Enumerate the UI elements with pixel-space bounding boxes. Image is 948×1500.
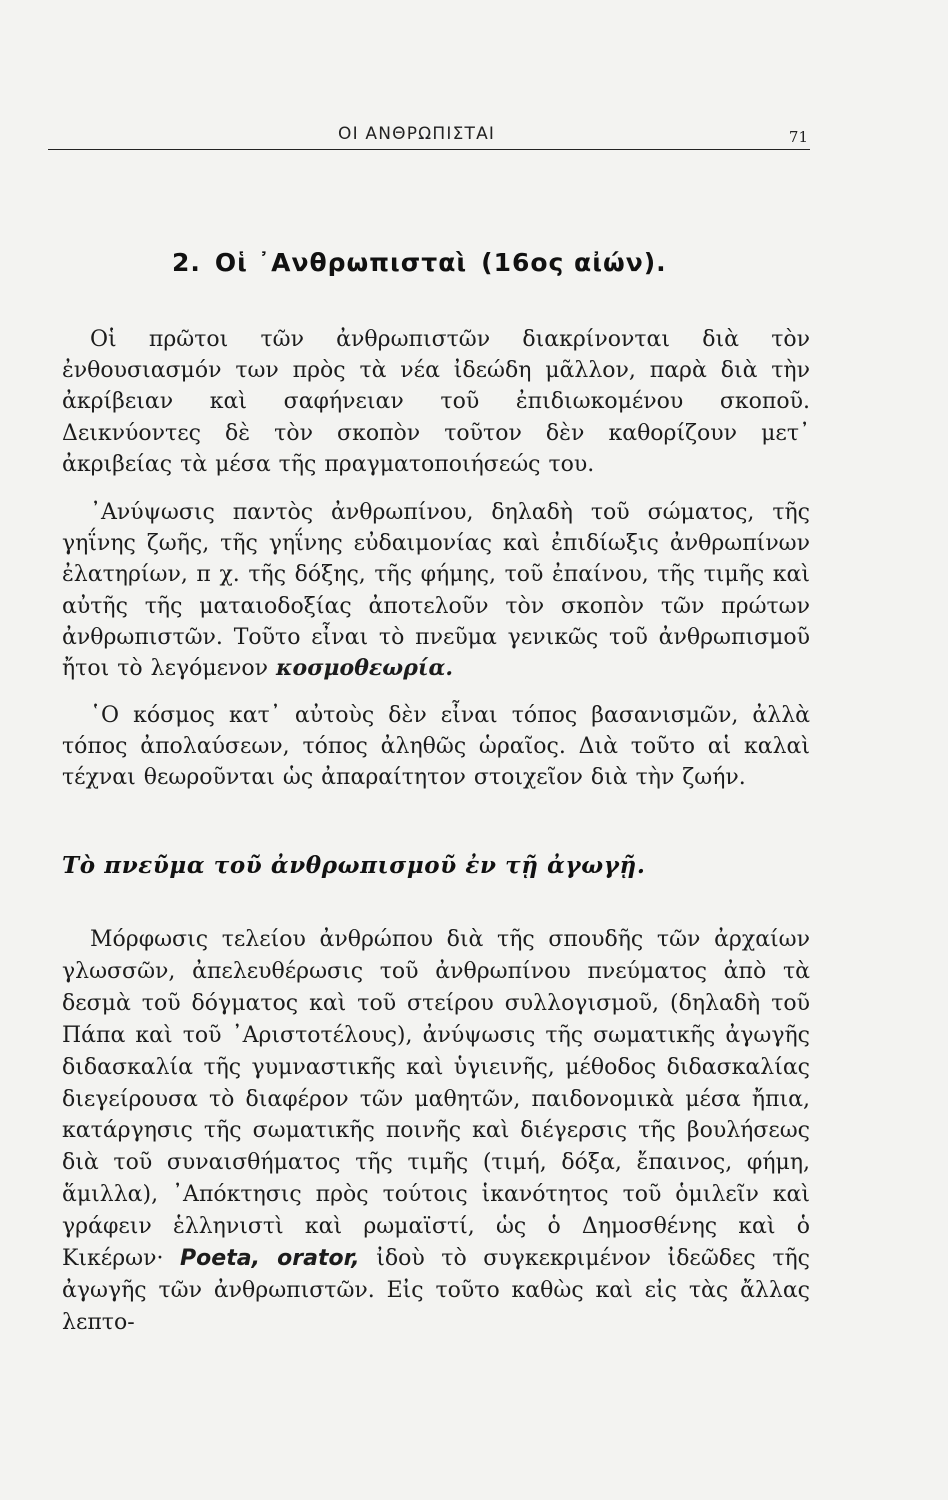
paragraph-4-text: Μόρφωσις τελείου ἀνθρώπου διὰ τῆς σπουδῆς τῶν ἀρχαίων γλωσσῶν, ἀπελευθέρωσις τοῦ ἀνθρωπίνου πνεύματος ἀπὸ τὰ δεσμὰ τοῦ δόγματος καὶ τοῦ στείρου συλλογισμοῦ, (δηλαδὴ τοῦ Πάπα καὶ τοῦ ᾿Αριστοτέλους), ἀνύψωσις τῆς σωματικῆς ἀγωγῆς διδασκαλία τῆς γυμναστικῆς καὶ ὑγιεινῆς, μέθοδος διδασκαλίας διεγείρουσα τὸ διαφέρον τῶν μαθητῶν, παιδονομικὰ μέσα ἤπια, κατάργησις τῆς σωματικῆς ποινῆς καὶ διέγερσις τῆς βουλήσεως διὰ τοῦ συναισθήματος τῆς τιμῆς (τιμή, δόξα, ἔπαινος, φήμη, ἅμιλλα), ᾿Απόκτησις πρὸς τούτοις ἱκανότητος τοῦ ὁμιλεῖν καὶ γράφειν ἑλληνιστὶ καὶ ρωμαϊστί, ὡς ὁ Δημοσθένης καὶ ὁ Κικέρων· <box>62 927 810 1272</box>
running-title: ΟΙ ΑΝΘΡΩΠΙΣΤΑΙ <box>338 124 496 144</box>
page-number: 71 <box>788 128 808 146</box>
paragraph-4 <box>62 924 810 1339</box>
latin-phrase: Poeta, orator, <box>180 1246 360 1272</box>
paragraph-1: Οἱ πρῶτοι τῶν ἀνθρωπιστῶν διακρίνονται διὰ τὸν ἐνθουσιασμόν των πρὸς τὰ νέα ἰδεώδη μᾶλλον, παρὰ διὰ τὴν ἀκρίβειαν καὶ σαφήνειαν τοῦ ἐπιδιωκομένου σκοποῦ. Δεικνύοντες δὲ τὸν σκοπὸν τοῦτον δὲν καθορίζουν μετ᾿ ἀκριβείας τὰ μέσα τῆς πραγματοποιήσεώς του. <box>62 327 810 477</box>
paragraph-2-text: ᾿Ανύψωσις παντὸς ἀνθρωπίνου, δηλαδὴ τοῦ σώματος, τῆς γηΐνης ζωῆς, τῆς γηΐνης εὐδαιμονίας καὶ ἐπιδίωξις ἀνθρωπίνων ἐλατηρίων, π χ. τῆς δόξης, τῆς φήμης, τοῦ ἐπαίνου, τῆς τιμῆς καὶ αὐτῆς τῆς ματαιοδοξίας ἀποτελοῦν τὸν σκοπὸν τῶν πρώτων ἀνθρωπιστῶν. Τοῦτο εἶναι τὸ πνεῦμα γενικῶς τοῦ ἀνθρωπισμοῦ ἤτοι τὸ λεγόμενον <box>62 500 810 682</box>
section-number: 2. <box>172 248 201 277</box>
paragraph-2 <box>62 497 810 684</box>
section-title: Οἱ ᾿Ανθρωπισταὶ <box>214 248 468 277</box>
paragraph-3: ῾Ο κόσμος κατ᾿ αὐτοὺς δὲν εἶναι τόπος βασανισμῶν, ἀλλὰ τόπος ἀπολαύσεων, τόπος ἀληθῶς ὡραῖος. Διὰ τοῦτο αἱ καλαὶ τέχναι θεωροῦνται ὡς ἀπαραίτητον στοιχεῖον διὰ τὴν ζωήν. <box>62 703 810 791</box>
paragraph-4-end: ἰδοὺ τὸ συγκεκριμένον ἰδεῶδες τῆς ἀγωγῆς τῶν ἀνθρωπιστῶν. Εἰς τοῦτο καθὼς καὶ εἰς τὰς ἄλλας λεπτο- <box>62 1246 810 1335</box>
page-header <box>48 122 810 152</box>
section-century: (16ος αἰών). <box>481 248 667 277</box>
kosmotheoria-term: κοσμοθεωρία. <box>276 655 454 682</box>
header-rule <box>48 149 810 150</box>
section-heading <box>172 248 681 277</box>
subheading: Τὸ πνεῦμα τοῦ ἀνθρωπισμοῦ ἐν τῇ ἀγωγῇ. <box>62 852 646 879</box>
